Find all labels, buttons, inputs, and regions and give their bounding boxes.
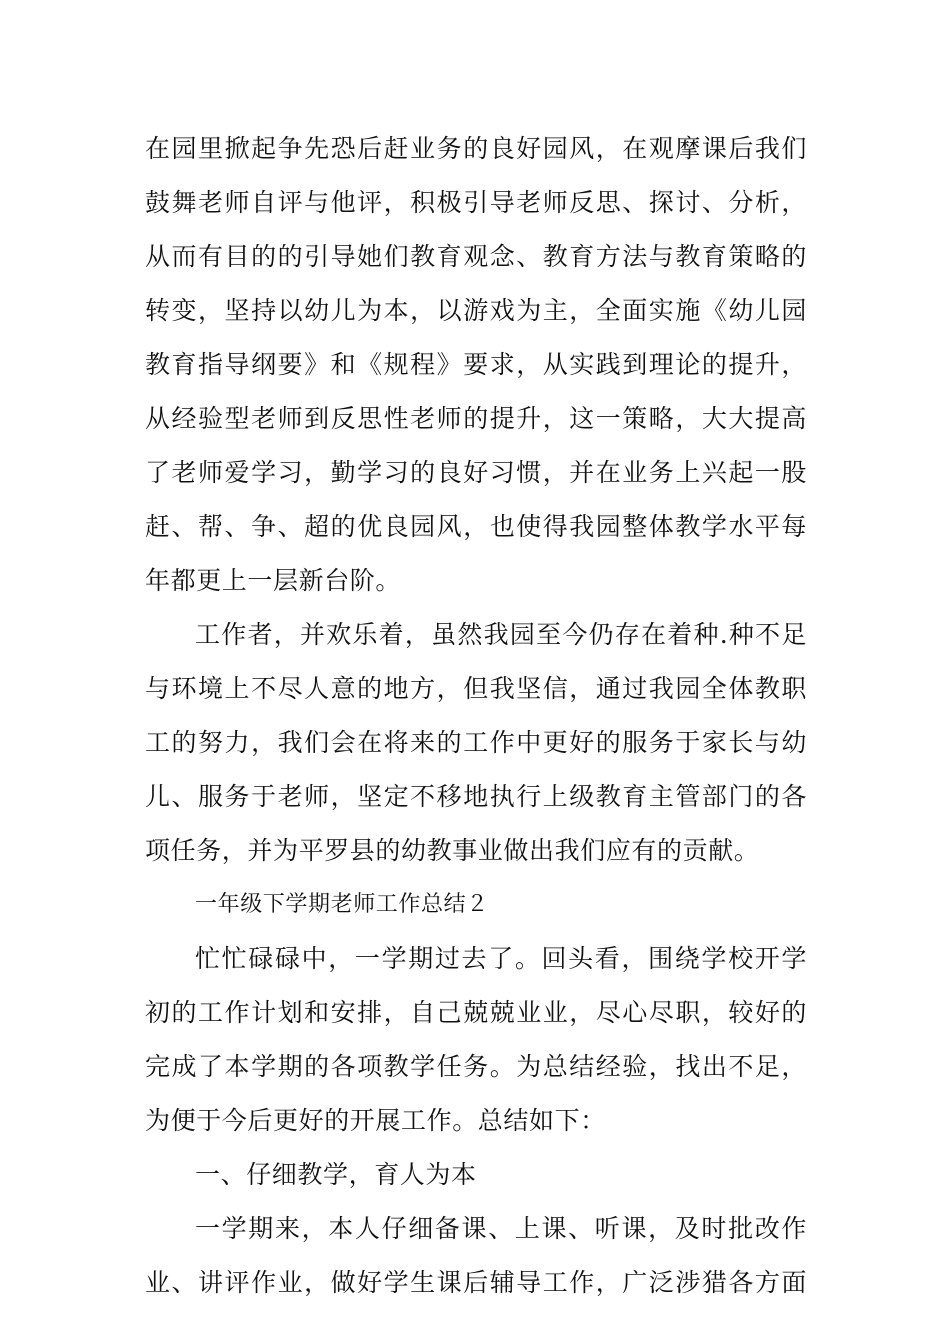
text-line: 教育指导纲要》和《规程》要求，从实践到理论的提升， xyxy=(145,350,807,379)
document-page xyxy=(145,122,807,1310)
text-line: 转变，坚持以幼儿为本，以游戏为主，全面实施《幼儿园 xyxy=(145,296,807,325)
text-line: 了老师爱学习，勤学习的良好习惯，并在业务上兴起一股 xyxy=(145,458,807,487)
text-line: 年都更上一层新台阶。 xyxy=(145,566,402,595)
text-line: 鼓舞老师自评与他评，积极引导老师反思、探讨、分析， xyxy=(145,188,807,217)
text-line: 儿、服务于老师，坚定不移地执行上级教育主管部门的各 xyxy=(145,782,807,811)
paragraph-start-line: 一学期来，本人仔细备课、上课、听课，及时批改作 xyxy=(195,1214,807,1243)
text-line: 从经验型老师到反思性老师的提升，这一策略，大大提高 xyxy=(145,404,807,433)
text-line: 初的工作计划和安排，自己兢兢业业，尽心尽职，较好的 xyxy=(145,998,807,1027)
text-line: 业、讲评作业，做好学生课后辅导工作，广泛涉猎各方面 xyxy=(145,1268,807,1297)
text-line: 赶、帮、争、超的优良园风，也使得我园整体教学水平每 xyxy=(145,512,807,541)
paragraph-start-line: 忙忙碌碌中，一学期过去了。回头看，围绕学校开学 xyxy=(195,944,807,973)
text-line: 从而有目的的引导她们教育观念、教育方法与教育策略的 xyxy=(145,242,807,271)
text-line: 完成了本学期的各项教学任务。为总结经验，找出不足， xyxy=(145,1052,807,1081)
text-line: 与环境上不尽人意的地方，但我坚信，通过我园全体教职 xyxy=(145,674,807,703)
text-line: 工的努力，我们会在将来的工作中更好的服务于家长与幼 xyxy=(145,728,807,757)
subsection-heading: 一、仔细教学，育人为本 xyxy=(195,1160,477,1189)
text-line: 为便于今后更好的开展工作。总结如下： xyxy=(145,1106,606,1135)
paragraph-start-line: 工作者，并欢乐着，虽然我园至今仍存在着种.种不足 xyxy=(195,620,807,649)
section-heading: 一年级下学期老师工作总结２ xyxy=(195,892,489,917)
text-line: 项任务，并为平罗县的幼教事业做出我们应有的贡献。 xyxy=(145,836,760,865)
text-line: 在园里掀起争先恐后赶业务的良好园风，在观摩课后我们 xyxy=(145,134,807,163)
